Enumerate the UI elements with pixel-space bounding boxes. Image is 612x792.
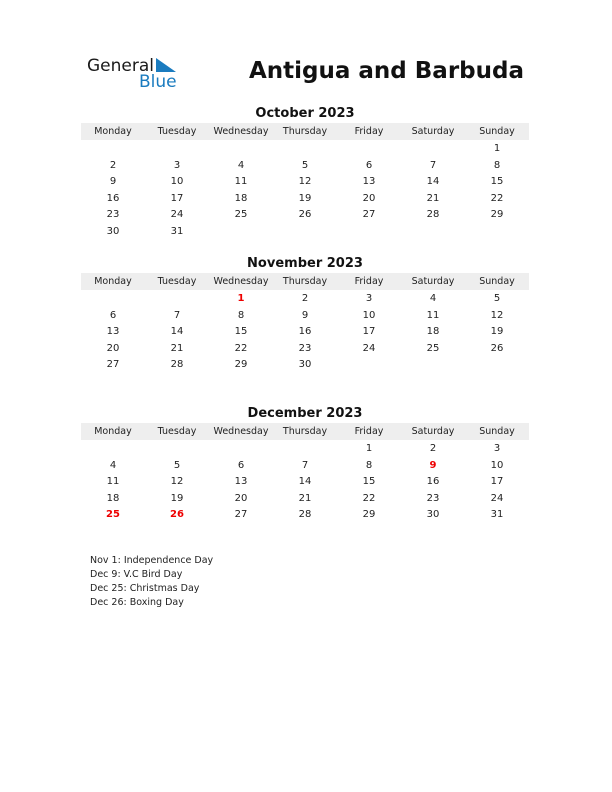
month-title: October 2023: [255, 106, 355, 121]
logo-text-blue: Blue: [139, 72, 177, 92]
day-cell: 12: [170, 476, 184, 488]
day-cell: 29: [490, 209, 504, 221]
day-cell: 22: [234, 342, 248, 354]
weekday-label: Friday: [354, 426, 384, 437]
week-row: [81, 491, 529, 508]
day-cell: 30: [298, 359, 312, 371]
day-cell: [81, 441, 145, 458]
week-row: [81, 308, 529, 325]
weekday-label: Wednesday: [213, 126, 269, 137]
day-cell: 18: [106, 492, 120, 504]
day-cell: 6: [109, 309, 117, 321]
day-cell: [81, 291, 145, 308]
weekday-label: Thursday: [282, 126, 328, 137]
weekday-label: Sunday: [479, 426, 515, 437]
country-title: Antigua and Barbuda: [248, 58, 524, 84]
weekday-header: [81, 423, 529, 440]
week-row: [81, 474, 529, 491]
weekday-label: Wednesday: [213, 276, 269, 287]
day-cell: 20: [362, 192, 376, 204]
day-cell: 20: [106, 342, 120, 354]
holiday-day: 1: [237, 293, 245, 304]
weekday-label: Thursday: [282, 276, 328, 287]
week-row: [81, 174, 529, 191]
weekday-label: Monday: [94, 126, 132, 137]
weekday-label: Tuesday: [157, 426, 197, 437]
day-cell: [81, 141, 145, 158]
day-cell: 27: [362, 209, 376, 221]
day-cell: 31: [490, 509, 504, 521]
day-cell: [209, 441, 273, 458]
weekday-label: Saturday: [411, 276, 455, 287]
day-cell: [337, 357, 401, 374]
day-cell: [145, 291, 209, 308]
holiday-day: 26: [170, 509, 184, 521]
day-cell: [465, 357, 529, 374]
day-cell: 8: [365, 459, 373, 471]
day-cell: 18: [426, 326, 440, 338]
weekday-header: [81, 273, 529, 290]
day-cell: [145, 441, 209, 458]
day-cell: [401, 224, 465, 241]
day-cell: 31: [170, 225, 184, 237]
day-cell: 7: [173, 309, 181, 321]
day-cell: 23: [426, 492, 440, 504]
day-cell: 10: [490, 459, 504, 471]
holiday-item: Nov 1: Independence Day: [90, 555, 214, 566]
day-cell: 19: [490, 326, 504, 338]
day-cell: 5: [173, 459, 181, 471]
weekday-label: Saturday: [411, 126, 455, 137]
day-cell: 21: [170, 342, 184, 354]
day-cell: 13: [362, 176, 376, 188]
day-cell: 20: [234, 492, 248, 504]
day-cell: [337, 224, 401, 241]
day-cell: 3: [365, 293, 373, 304]
weekday-label: Thursday: [282, 426, 328, 437]
day-cell: 14: [298, 476, 312, 488]
day-cell: 11: [234, 176, 248, 188]
day-cell: 1: [493, 143, 501, 154]
week-row: [81, 324, 529, 341]
day-cell: 10: [362, 309, 376, 321]
day-cell: 10: [170, 176, 184, 188]
holiday-list: [90, 554, 213, 610]
day-cell: 28: [298, 509, 312, 521]
day-cell: 5: [301, 159, 309, 171]
week-row: [81, 341, 529, 358]
day-cell: 6: [365, 159, 373, 171]
logo-text-general: General: [87, 56, 154, 76]
day-cell: [273, 224, 337, 241]
day-cell: 24: [362, 342, 376, 354]
day-cell: 14: [426, 176, 440, 188]
weekday-label: Tuesday: [157, 126, 197, 137]
day-cell: 13: [234, 476, 248, 488]
week-row: [81, 357, 529, 374]
day-cell: 29: [362, 509, 376, 521]
month-calendar: [81, 105, 529, 241]
day-cell: 9: [109, 176, 117, 188]
day-cell: 23: [106, 209, 120, 221]
day-cell: 8: [237, 309, 245, 321]
month-calendar: [81, 405, 529, 524]
day-cell: 17: [362, 326, 376, 338]
day-cell: 11: [106, 476, 120, 488]
day-cell: 24: [490, 492, 504, 504]
weekday-label: Sunday: [479, 276, 515, 287]
holiday-item: Dec 9: V.C Bird Day: [90, 569, 183, 580]
logo-triangle-icon: [156, 58, 176, 72]
day-cell: 28: [170, 359, 184, 371]
day-cell: 4: [429, 293, 437, 304]
holiday-item: Dec 26: Boxing Day: [90, 597, 184, 608]
day-cell: 16: [298, 326, 312, 338]
day-cell: 11: [426, 309, 440, 321]
week-row: [81, 207, 529, 224]
weekday-label: Monday: [94, 276, 132, 287]
day-cell: 2: [429, 443, 437, 454]
day-cell: [273, 441, 337, 458]
day-cell: 22: [362, 492, 376, 504]
day-cell: 25: [234, 209, 248, 221]
day-cell: 17: [170, 192, 184, 204]
day-cell: 3: [493, 443, 501, 454]
day-cell: [273, 141, 337, 158]
weekday-label: Saturday: [411, 426, 455, 437]
day-cell: 18: [234, 192, 248, 204]
weekday-label: Sunday: [479, 126, 515, 137]
day-cell: [145, 141, 209, 158]
day-cell: 15: [362, 476, 376, 488]
holiday-day: 9: [429, 459, 437, 471]
day-cell: [209, 224, 273, 241]
day-cell: 27: [234, 509, 248, 521]
month-title: November 2023: [247, 256, 363, 271]
day-cell: 15: [490, 176, 504, 188]
day-cell: 21: [426, 192, 440, 204]
day-cell: 2: [301, 293, 309, 304]
day-cell: 7: [429, 159, 437, 171]
day-cell: [465, 224, 529, 241]
month-title: December 2023: [247, 406, 363, 421]
day-cell: 26: [298, 209, 312, 221]
day-cell: 2: [109, 159, 117, 171]
week-row: [81, 141, 529, 158]
day-cell: 12: [298, 176, 312, 188]
day-cell: 22: [490, 192, 504, 204]
day-cell: 12: [490, 309, 504, 321]
month-calendar: [81, 255, 529, 374]
day-cell: 28: [426, 209, 440, 221]
day-cell: 17: [490, 476, 504, 488]
day-cell: 16: [426, 476, 440, 488]
day-cell: 19: [298, 192, 312, 204]
day-cell: 30: [106, 225, 120, 237]
day-cell: 7: [301, 459, 309, 471]
day-cell: 6: [237, 459, 245, 471]
day-cell: 4: [237, 159, 245, 171]
weekday-label: Wednesday: [213, 426, 269, 437]
holiday-item: Dec 25: Christmas Day: [90, 583, 200, 594]
day-cell: [209, 141, 273, 158]
weekday-header: [81, 123, 529, 140]
day-cell: 29: [234, 359, 248, 371]
week-row: [81, 191, 529, 208]
day-cell: 13: [106, 326, 120, 338]
day-cell: 16: [106, 192, 120, 204]
day-cell: 26: [490, 342, 504, 354]
week-row: [81, 224, 529, 241]
holiday-day: 25: [106, 509, 120, 521]
day-cell: 14: [170, 326, 184, 338]
day-cell: 9: [301, 309, 309, 321]
week-row: [81, 158, 529, 175]
week-row: [81, 458, 529, 475]
day-cell: 3: [173, 159, 181, 171]
weekday-label: Friday: [354, 276, 384, 287]
week-row: [81, 507, 529, 524]
weekday-label: Friday: [354, 126, 384, 137]
day-cell: 23: [298, 342, 312, 354]
day-cell: 19: [170, 492, 184, 504]
day-cell: 30: [426, 509, 440, 521]
day-cell: 21: [298, 492, 312, 504]
day-cell: [401, 141, 465, 158]
day-cell: 27: [106, 359, 120, 371]
day-cell: 5: [493, 293, 501, 304]
weekday-label: Tuesday: [157, 276, 197, 287]
weekday-label: Monday: [94, 426, 132, 437]
day-cell: [337, 141, 401, 158]
week-row: [81, 441, 529, 458]
week-row: [81, 291, 529, 308]
day-cell: 25: [426, 342, 440, 354]
day-cell: 4: [109, 459, 117, 471]
day-cell: 8: [493, 159, 501, 171]
day-cell: 15: [234, 326, 248, 338]
day-cell: [401, 357, 465, 374]
day-cell: 24: [170, 209, 184, 221]
day-cell: 1: [365, 443, 373, 454]
